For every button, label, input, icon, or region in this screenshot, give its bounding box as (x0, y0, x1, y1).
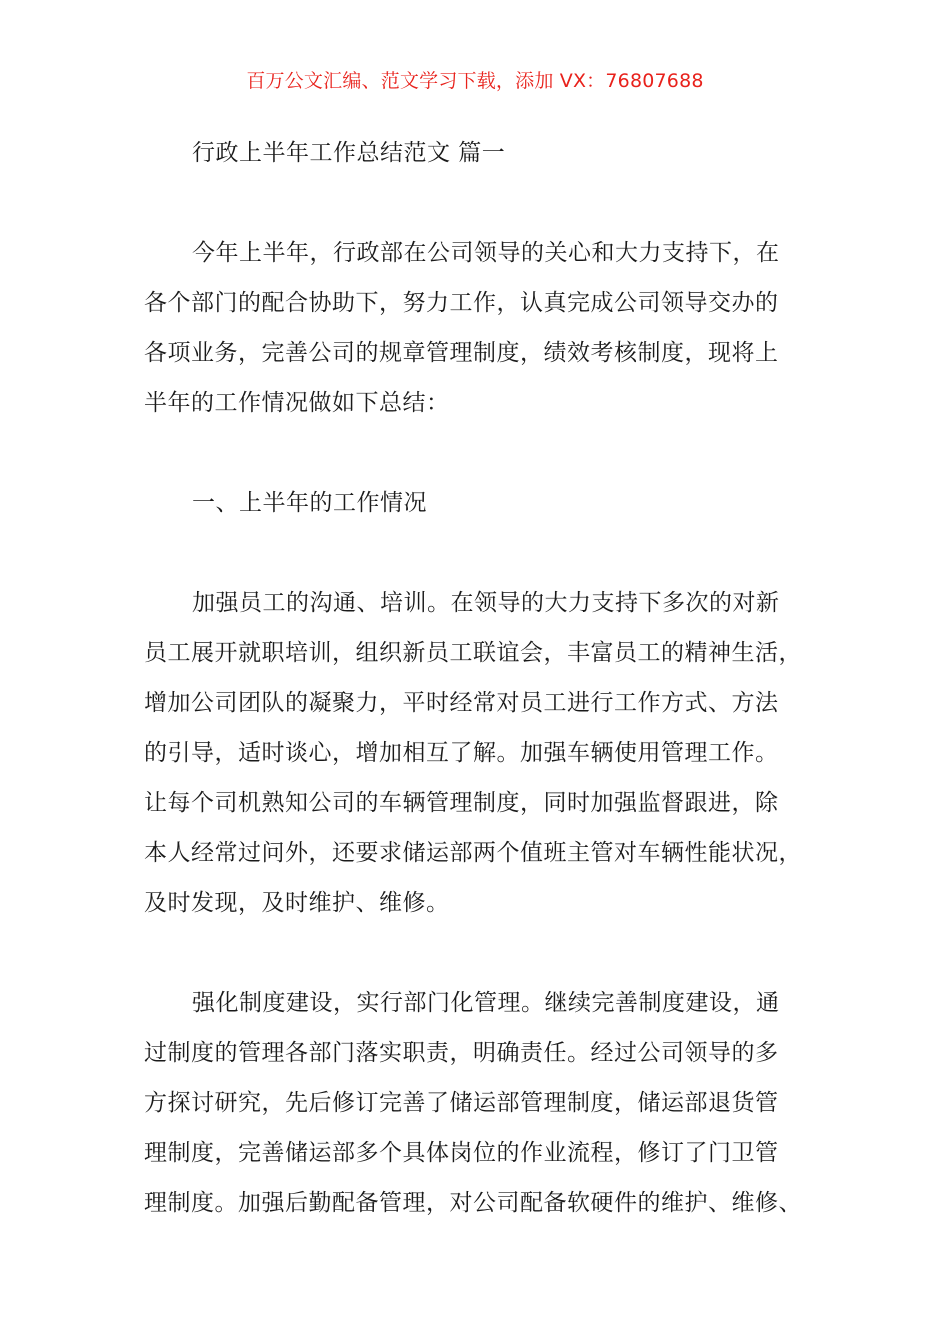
paragraph-line: 员工展开就职培训，组织新员工联谊会，丰富员工的精神生活， (144, 640, 802, 666)
paragraph-line: 过制度的管理各部门落实职责，明确责任。经过公司领导的多 (144, 1040, 779, 1066)
paragraph-line: 的引导，适时谈心，增加相互了解。加强车辆使用管理工作。 (144, 740, 779, 766)
document-title: 行政上半年工作总结范文 篇一 (192, 140, 506, 166)
spacer (144, 178, 834, 228)
section-heading: 一、上半年的工作情况 (192, 490, 427, 516)
paragraph-line: 强化制度建设，实行部门化管理。继续完善制度建设，通 (192, 990, 780, 1016)
paragraph-line: 增加公司团队的凝聚力，平时经常对员工进行工作方式、方法 (144, 690, 779, 716)
paragraph-line: 理制度，完善储运部多个具体岗位的作业流程，修订了门卫管 (144, 1140, 779, 1166)
spacer (144, 928, 834, 978)
document-body (144, 128, 834, 1228)
paragraph-line: 理制度。加强后勤配备管理，对公司配备软硬件的维护、维修、 (144, 1190, 802, 1216)
paragraph-line: 及时发现，及时维护、维修。 (144, 890, 450, 916)
intro-line: 半年的工作情况做如下总结： (144, 390, 450, 416)
paragraph-line: 本人经常过问外，还要求储运部两个值班主管对车辆性能状况， (144, 840, 802, 866)
promo-header: 百万公文汇编、范文学习下载，添加 VX：76807688 (246, 70, 704, 92)
paragraph-line: 加强员工的沟通、培训。在领导的大力支持下多次的对新 (192, 590, 780, 616)
intro-line: 各个部门的配合协助下，努力工作，认真完成公司领导交办的 (144, 290, 779, 316)
paragraph-line: 让每个司机熟知公司的车辆管理制度，同时加强监督跟进，除 (144, 790, 779, 816)
intro-line: 各项业务，完善公司的规章管理制度，绩效考核制度，现将上 (144, 340, 779, 366)
spacer (144, 428, 834, 478)
paragraph-line: 方探讨研究，先后修订完善了储运部管理制度，储运部退货管 (144, 1090, 779, 1116)
spacer (144, 528, 834, 578)
intro-line: 今年上半年，行政部在公司领导的关心和大力支持下，在 (192, 240, 780, 266)
